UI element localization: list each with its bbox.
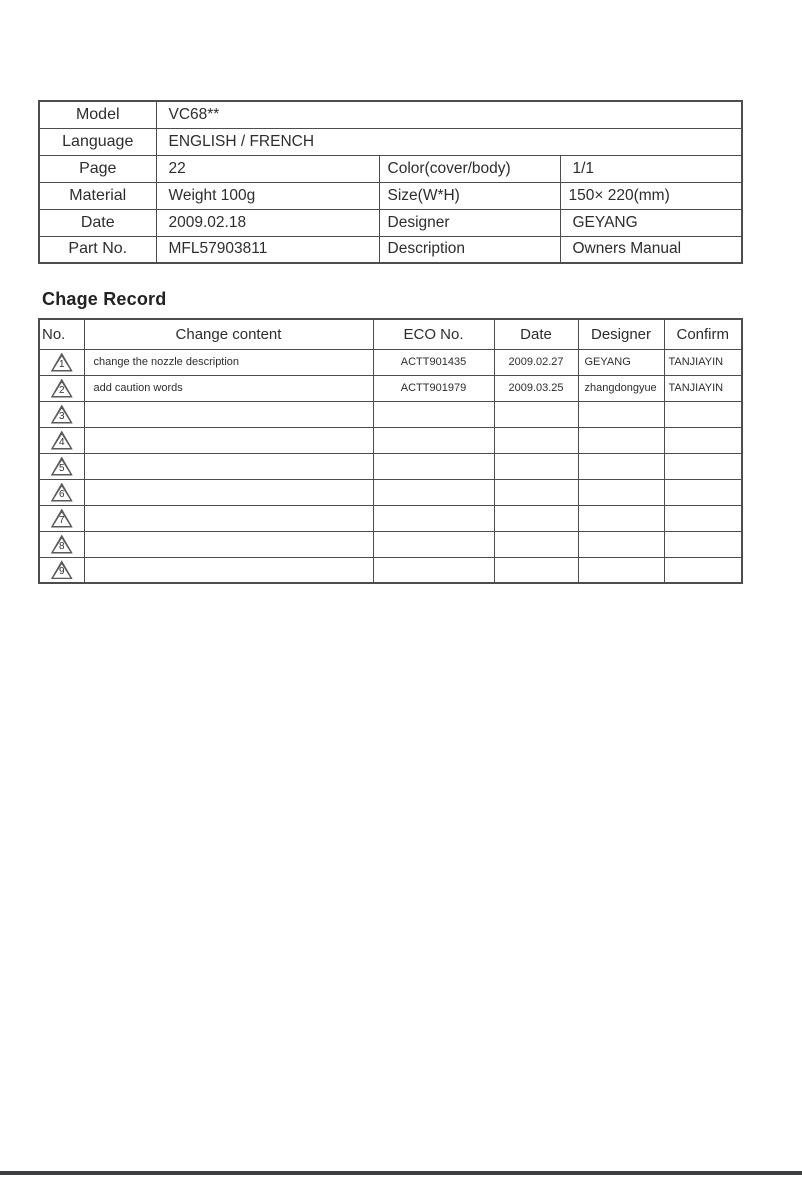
designer-value: GEYANG [560,209,742,236]
change-designer [578,557,664,583]
size-value: 150× 220(mm) [560,182,742,209]
page-footer-rule [0,1171,802,1175]
change-date [494,479,578,505]
change-confirm [664,401,742,427]
change-confirm [664,505,742,531]
revision-number: 2 [58,384,65,396]
revision-triangle-icon [51,405,73,424]
revision-number: 9 [58,566,65,578]
table-header-row [39,319,742,349]
change-date [494,453,578,479]
col-header-eco: ECO No. [373,319,494,349]
revision-triangle-icon [51,560,73,579]
change-content [84,453,373,479]
change-content [84,557,373,583]
change-designer [578,479,664,505]
table-row [39,128,742,155]
revision-triangle-icon [51,353,73,372]
change-date [494,401,578,427]
change-designer [578,453,664,479]
revision-triangle-icon [51,379,73,398]
revision-number: 4 [58,436,65,448]
date-label: Date [39,209,156,236]
change-date [494,531,578,557]
change-designer: GEYANG [578,349,664,375]
eco-no [373,479,494,505]
col-header-no: No. [39,319,84,349]
change-record-title: Chage Record [42,289,167,309]
table-row [39,209,742,236]
table-row [39,375,742,401]
change-designer [578,427,664,453]
material-label: Material [39,182,156,209]
change-content [84,505,373,531]
language-value: ENGLISH / FRENCH [156,128,742,155]
table-row [39,236,742,263]
table-row [39,401,742,427]
partno-value: MFL57903811 [156,236,379,263]
revision-triangle-icon [51,431,73,450]
table-row [39,453,742,479]
table-row [39,155,742,182]
table-row [39,182,742,209]
partno-label: Part No. [39,236,156,263]
change-date: 2009.02.27 [494,349,578,375]
color-label: Color(cover/body) [379,155,560,182]
spec-table [38,100,743,264]
table-row [39,505,742,531]
revision-number: 6 [58,488,65,500]
change-record-table [38,318,743,584]
change-designer: zhangdongyue [578,375,664,401]
change-content [84,479,373,505]
change-content: add caution words [84,375,373,401]
material-value: Weight 100g [156,182,379,209]
col-header-designer: Designer [578,319,664,349]
size-label: Size(W*H) [379,182,560,209]
change-content [84,401,373,427]
description-label: Description [379,236,560,263]
change-confirm: TANJIAYIN [664,375,742,401]
change-content [84,531,373,557]
change-confirm [664,453,742,479]
eco-no [373,531,494,557]
revision-number: 7 [58,514,65,526]
revision-number: 3 [58,410,65,422]
change-confirm [664,427,742,453]
change-designer [578,401,664,427]
date-value: 2009.02.18 [156,209,379,236]
table-row [39,479,742,505]
eco-no [373,427,494,453]
table-row [39,531,742,557]
eco-no: ACTT901435 [373,349,494,375]
revision-triangle-icon [51,535,73,554]
designer-label: Designer [379,209,560,236]
change-date [494,557,578,583]
change-confirm [664,531,742,557]
model-value: VC68** [156,101,742,128]
eco-no: ACTT901979 [373,375,494,401]
eco-no [373,401,494,427]
revision-number: 8 [58,540,65,552]
change-designer [578,531,664,557]
revision-triangle-icon [51,457,73,476]
table-row [39,427,742,453]
revision-number: 1 [58,358,65,370]
language-label: Language [39,128,156,155]
change-date [494,505,578,531]
change-confirm [664,557,742,583]
col-header-date: Date [494,319,578,349]
page-label: Page [39,155,156,182]
table-row [39,349,742,375]
eco-no [373,557,494,583]
col-header-confirm: Confirm [664,319,742,349]
model-label: Model [39,101,156,128]
table-row [39,101,742,128]
revision-triangle-icon [51,509,73,528]
change-content [84,427,373,453]
table-row [39,557,742,583]
change-designer [578,505,664,531]
col-header-content: Change content [84,319,373,349]
change-confirm: TANJIAYIN [664,349,742,375]
change-content: change the nozzle description [84,349,373,375]
eco-no [373,453,494,479]
change-date: 2009.03.25 [494,375,578,401]
description-value: Owners Manual [560,236,742,263]
eco-no [373,505,494,531]
revision-triangle-icon [51,483,73,502]
color-value: 1/1 [560,155,742,182]
page-value: 22 [156,155,379,182]
change-date [494,427,578,453]
revision-number: 5 [58,462,65,474]
change-confirm [664,479,742,505]
